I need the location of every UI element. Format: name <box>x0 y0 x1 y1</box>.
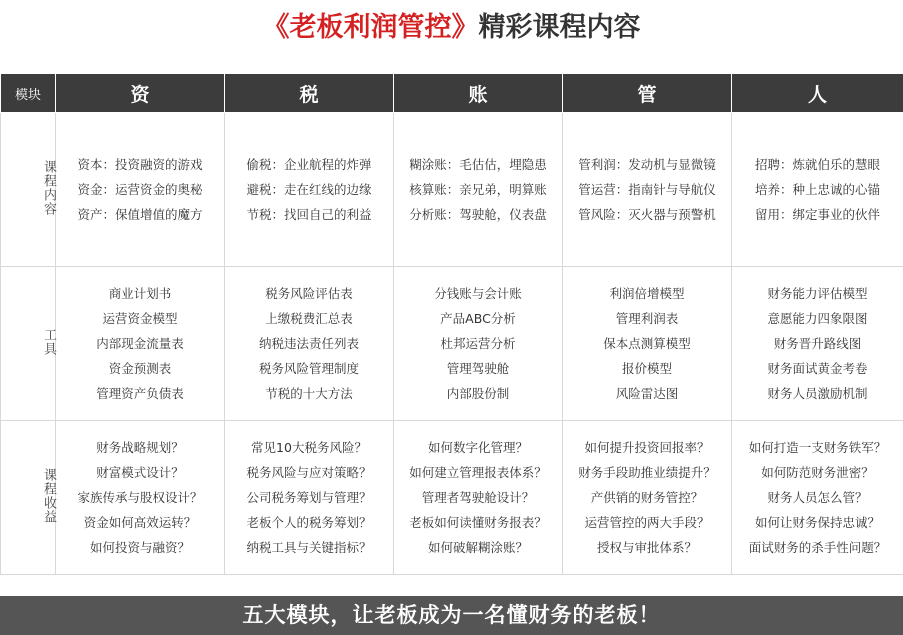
module-header: 模块 <box>1 74 56 113</box>
list-item: 如何建立管理报表体系？ <box>409 465 547 480</box>
list-item: 纳税工具与关键指标？ <box>246 540 372 555</box>
row-label-benefits: 课程收益 <box>41 467 56 524</box>
list-item: 意愿能力四象限图 <box>767 311 868 326</box>
column-header-people: 人 <box>732 74 903 113</box>
list-item: 节税：找回自己的利益 <box>246 207 372 222</box>
list-item: 管理利润表 <box>615 311 679 326</box>
row-label-cell <box>1 267 56 421</box>
list-item: 纳税违法责任列表 <box>258 336 359 351</box>
benefit-cell-people <box>732 421 903 575</box>
list-item: 如何防范财务泄密？ <box>761 465 874 480</box>
list-item: 税务风险评估表 <box>265 286 353 301</box>
list-item: 留用：绑定事业的伙伴 <box>754 207 880 222</box>
tools-cell-capital <box>56 267 225 421</box>
list-item: 公司税务筹划与管理？ <box>246 490 372 505</box>
row-course-benefits <box>1 421 903 575</box>
list-item: 管运营：指南针与导航仪 <box>578 182 716 197</box>
list-item: 财务人员怎么管？ <box>767 490 868 505</box>
list-item: 授权与审批体系？ <box>596 540 697 555</box>
list-item: 财务能力评估模型 <box>767 286 868 301</box>
list-item: 风险雷达图 <box>615 386 679 401</box>
list-item: 如何投资与融资？ <box>89 540 190 555</box>
list-item: 糊涂账：毛估估，埋隐患 <box>409 157 547 172</box>
list-item: 如何提升投资回报率？ <box>584 440 710 455</box>
row-label-cell <box>1 421 56 575</box>
list-item: 杜邦运营分析 <box>440 336 516 351</box>
list-item: 管风险：灭火器与预警机 <box>578 207 716 222</box>
tools-cell-tax <box>225 267 394 421</box>
tools-cell-accounts <box>394 267 563 421</box>
title-suffix: 精彩课程内容 <box>478 12 641 43</box>
list-item: 面试财务的杀手性问题？ <box>748 540 887 555</box>
content-cell-tax <box>225 113 394 267</box>
list-item: 常见10大税务风险？ <box>251 440 367 455</box>
list-item: 利润倍增模型 <box>609 286 685 301</box>
column-header-tax: 税 <box>225 74 394 113</box>
list-item: 商业计划书 <box>108 286 172 301</box>
course-name: 《老板利润管控》 <box>262 12 479 43</box>
row-course-content <box>1 113 903 267</box>
page-title <box>0 6 903 50</box>
list-item: 如何破解糊涂账？ <box>427 540 528 555</box>
list-item: 财富模式设计？ <box>96 465 184 480</box>
list-item: 上缴税费汇总表 <box>265 311 353 326</box>
list-item: 如何数字化管理？ <box>427 440 528 455</box>
list-item: 产供销的财务管控？ <box>590 490 704 505</box>
list-item: 保本点测算模型 <box>603 336 691 351</box>
column-header-management: 管 <box>563 74 732 113</box>
column-header-capital: 资 <box>56 74 225 113</box>
list-item: 财务晋升路线图 <box>773 336 862 351</box>
row-label-tools: 工具 <box>41 327 56 356</box>
tools-cell-management <box>563 267 732 421</box>
benefit-cell-management <box>563 421 732 575</box>
list-item: 管理者驾驶舱设计？ <box>421 490 535 505</box>
tools-cell-people <box>732 267 903 421</box>
list-item: 如何让财务保持忠诚？ <box>754 515 880 530</box>
content-cell-management <box>563 113 732 267</box>
list-item: 内部股份制 <box>446 386 510 401</box>
list-item: 财务人员激励机制 <box>767 386 868 401</box>
course-table-wrapper <box>0 74 903 575</box>
column-header-accounts: 账 <box>394 74 563 113</box>
list-item: 老板如何读懂财务报表？ <box>409 515 547 530</box>
list-item: 产品ABC分析 <box>440 311 516 326</box>
list-item: 招聘：炼就伯乐的慧眼 <box>754 157 880 172</box>
list-item: 税务风险管理制度 <box>258 361 359 376</box>
list-item: 资金如何高效运转？ <box>83 515 197 530</box>
list-item: 运营资金模型 <box>102 311 178 326</box>
list-item: 管理资产负债表 <box>96 386 184 401</box>
course-table <box>0 74 903 575</box>
list-item: 如何打造一支财务铁军？ <box>748 440 887 455</box>
list-item: 资金：运营资金的奥秘 <box>77 182 203 197</box>
list-item: 财务面试黄金考卷 <box>767 361 868 376</box>
list-item: 税务风险与应对策略？ <box>246 465 372 480</box>
row-tools <box>1 267 903 421</box>
list-item: 资金预测表 <box>108 361 172 376</box>
list-item: 偷税：企业航程的炸弹 <box>246 157 372 172</box>
list-item: 财务手段助推业绩提升？ <box>578 465 716 480</box>
list-item: 分钱账与会计账 <box>434 286 522 301</box>
content-cell-people <box>732 113 903 267</box>
header-row <box>1 74 903 113</box>
list-item: 避税：走在红线的边缘 <box>246 182 372 197</box>
row-label-cell <box>1 113 56 267</box>
list-item: 资本：投资融资的游戏 <box>77 157 203 172</box>
list-item: 管理驾驶舱 <box>446 361 510 376</box>
list-item: 运营管控的两大手段？ <box>584 515 710 530</box>
list-item: 报价模型 <box>621 361 672 376</box>
benefit-cell-capital <box>56 421 225 575</box>
benefit-cell-accounts <box>394 421 563 575</box>
list-item: 老板个人的税务筹划？ <box>246 515 372 530</box>
list-item: 节税的十大方法 <box>265 386 353 401</box>
list-item: 内部现金流量表 <box>96 336 184 351</box>
list-item: 分析账：驾驶舱，仪表盘 <box>409 207 547 222</box>
list-item: 资产：保值增值的魔方 <box>77 207 203 222</box>
benefit-cell-tax <box>225 421 394 575</box>
content-cell-accounts <box>394 113 563 267</box>
list-item: 财务战略规划？ <box>96 440 184 455</box>
list-item: 管利润：发动机与显微镜 <box>578 157 716 172</box>
list-item: 培养：种上忠诚的心锚 <box>754 182 880 197</box>
content-cell-capital <box>56 113 225 267</box>
list-item: 核算账：亲兄弟，明算账 <box>409 182 547 197</box>
footer-banner: 五大模块，让老板成为一名懂财务的老板！ <box>0 596 903 635</box>
row-label-content: 课程内容 <box>41 159 56 216</box>
list-item: 家族传承与股权设计？ <box>77 490 203 505</box>
